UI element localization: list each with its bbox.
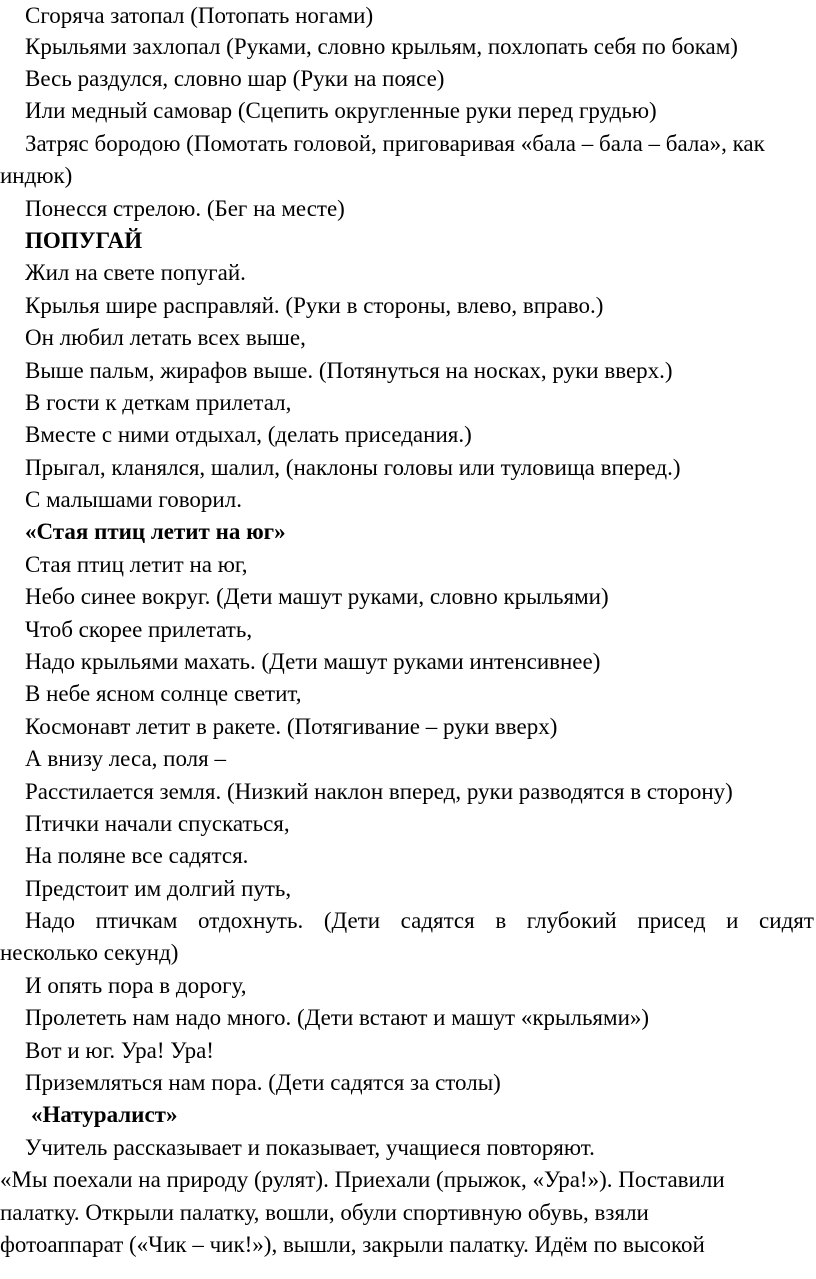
text-line: Сгоряча затопал (Потопать ногами) [25,3,374,28]
text-line: Вместе с ними отдыхал, (делать приседания.) [25,422,472,447]
text-line: С малышами говорил. [25,487,242,512]
text-line: На поляне все садятся. [25,843,249,868]
text-line: Птички начали спускаться, [25,811,290,836]
text-line: Выше пальм, жирафов выше. (Потянуться на носках, руки вверх.) [25,358,673,383]
word: садятся [400,908,475,933]
text-line: Пролететь нам надо много. (Дети встают и машут «крыльями») [25,1005,650,1030]
text-line: Расстилается земля. (Низкий наклон вперед, руки разводятся в сторону) [25,779,733,804]
text-line: А внизу леса, поля – [25,746,226,771]
text-line: Небо синее вокруг. (Дети машут руками, словно крыльями) [25,584,609,609]
text-line: И опять пора в дорогу, [25,973,247,998]
text-line: Понесся стрелою. (Бег на месте) [25,196,345,221]
text-line: Затряс бородою (Помотать головой, приговаривая «бала – бала – бала», как [25,131,765,156]
text-line: «Мы поехали на природу (рулят). Приехали (прыжок, «Ура!»). Поставили [0,1167,725,1192]
text-line: Крыльями захлопал (Руками, словно крыльям, похлопать себя по бокам) [25,34,738,59]
text-line: Стая птиц летит на юг, [25,552,248,577]
text-line: фотоаппарат («Чик – чик!»), вышли, закрыли палатку. Идём по высокой [0,1232,705,1257]
word: сидят [759,908,814,933]
text-line: В гости к деткам прилетал, [25,390,292,415]
text-line: Крылья шире расправляй. (Руки в стороны, влево, вправо.) [25,293,604,318]
text-line: Надо крыльями махать. (Дети машут руками интенсивнее) [25,649,601,674]
text-line: Предстоит им долгий путь, [25,876,292,901]
word: глубокий [526,908,617,933]
word: отдохнуть. [198,908,304,933]
word: Надо [25,908,76,933]
text-line: индюк) [0,163,73,188]
text-line: палатку. Открыли палатку, вошли, обули спортивную обувь, взяли [0,1200,649,1225]
text-line: Космонавт летит в ракете. (Потягивание – руки вверх) [25,714,558,739]
text-line: Весь раздулся, словно шар (Руки на поясе) [25,66,445,91]
section-heading: «Натуралист» [31,1102,178,1127]
text-line: Или медный самовар (Сцепить округленные руки перед грудью) [25,98,657,123]
word: и [726,908,739,933]
text-line: Прыгал, кланялся, шалил, (наклоны головы или туловища вперед.) [25,455,681,480]
text-line: несколько секунд) [0,940,179,965]
word: (Дети [323,908,381,933]
section-heading: ПОПУГАЙ [25,228,143,253]
section-heading: «Стая птиц летит на юг» [25,519,286,544]
word: в [495,908,507,933]
text-line: Учитель рассказывает и показывает, учащиеся повторяют. [25,1135,595,1160]
text-line: Жил на свете попугай. [25,260,246,285]
text-line: Приземляться нам пора. (Дети садятся за столы) [25,1070,501,1095]
text-line: Чтоб скорее прилетать, [25,617,253,642]
text-line: Вот и юг. Ура! Ура! [25,1038,214,1063]
word: присед [637,908,706,933]
text-line: Он любил летать всех выше, [25,325,306,350]
text-line: В небе ясном солнце светит, [25,681,302,706]
justified-text-line [0,905,816,937]
word: птичкам [95,908,178,933]
